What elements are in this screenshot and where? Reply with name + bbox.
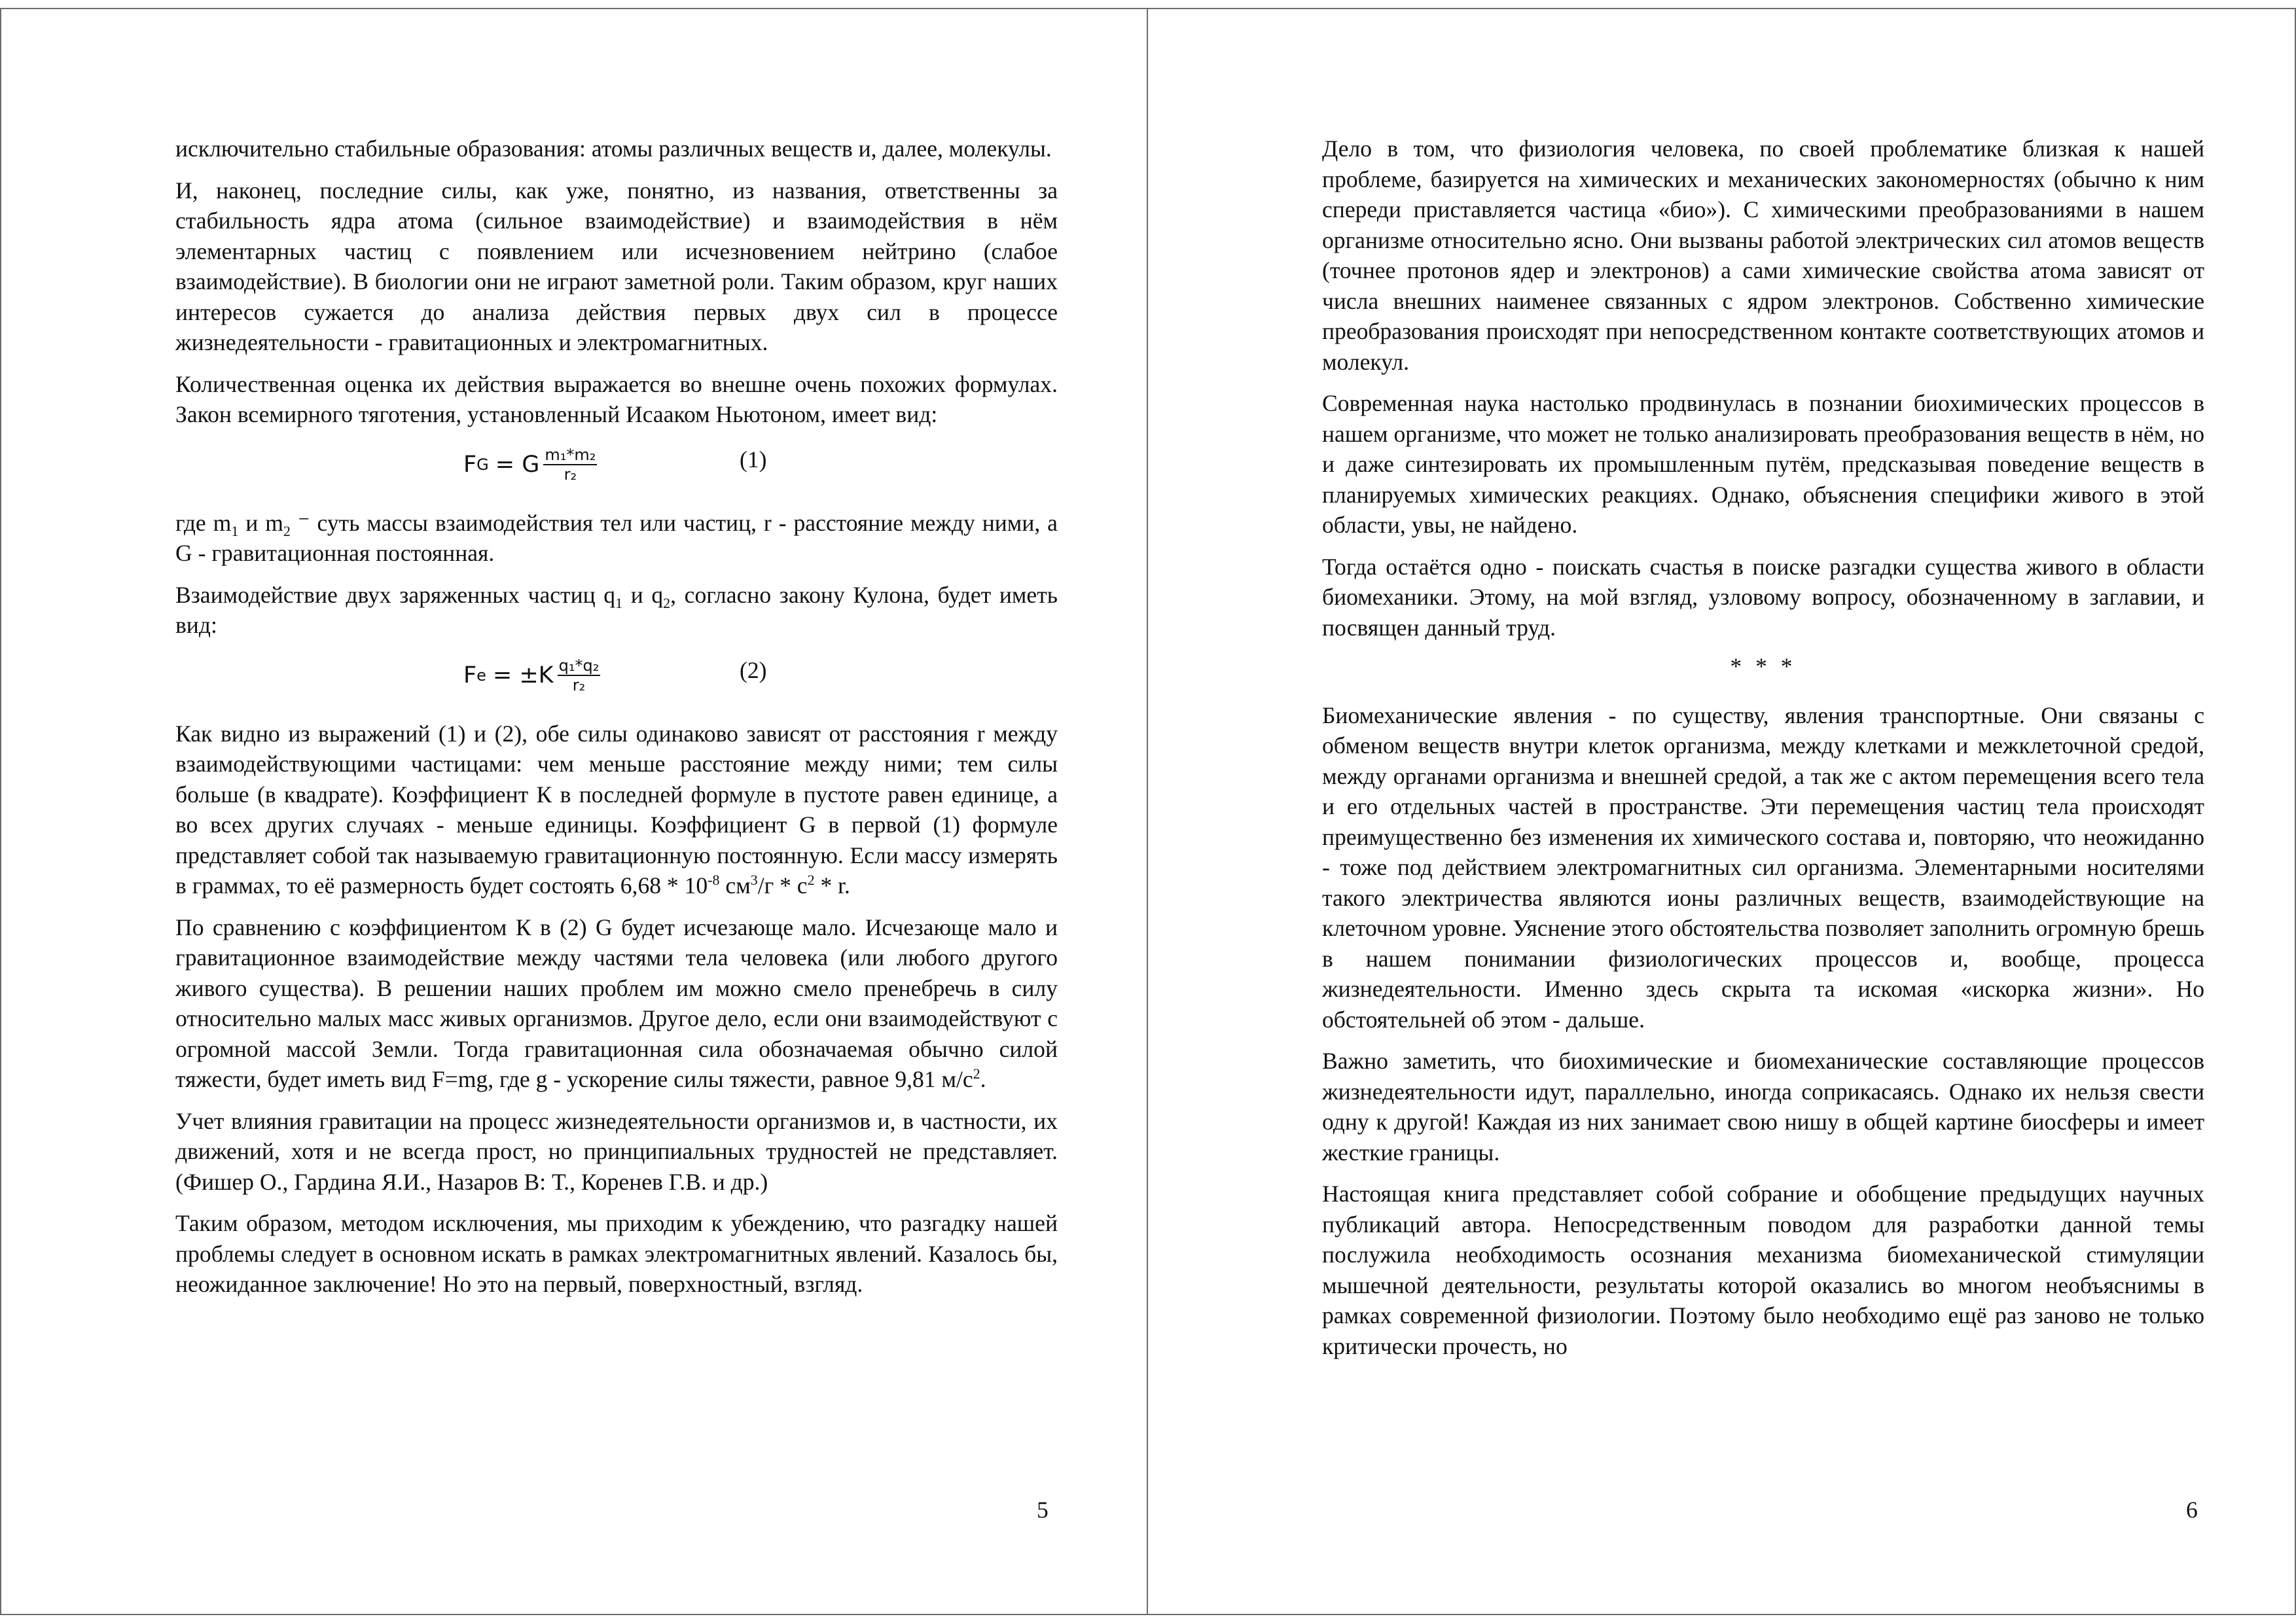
superscript: 3 xyxy=(750,872,758,889)
formula-coulomb xyxy=(175,652,1058,712)
subscript: 2 xyxy=(283,522,291,539)
page-number: 6 xyxy=(2186,1497,2198,1523)
section-separator: * * * xyxy=(1730,653,1797,679)
paragraph: Дело в том, что физиология человека, по своей проблематике близкая к нашей проблеме, базируется на химических и механических закономерностях (обычно к ним спереди приставляется частица «био»). С химическими преобразованиями в нашем организме относительно ясно. Они вызваны работой электрических сил атомов веществ (точнее протонов ядер и электронов) а сами химические свойства атома зависят от числа внешних наименее связанных с ядром электронов. Собственно химические преобразования происходят при непосредственном контакте соответствующих атомов и молекул. xyxy=(1322,135,2204,375)
paragraph xyxy=(175,719,1058,901)
paragraph: Биомеханические явления - по существу, явления транспортные. Они связаны с обменом веществ внутри клеток организма, между клетками и межклеточной средой, между органами организма и внешней средой, а так же с актом перемещения всего тела и его отдельных частей в пространстве. Эти перемещения частиц тела происходят преимущественно без изменения их химического состава и, повторяю, что неожиданно - тоже под действием электромагнитных сил организма. Элементарными носителями такого электричества являются ионы различных веществ, взаимодействующие на клеточном уровне. Уяснение этого обстоятельства позволяет заполнить огромную брешь в нашем понимании физиологических процессов и, вообще, процесса жизнедеятельности. Именно здесь скрыта та искомая «искорка жизни». Но обстоятельней об этом - дальше. xyxy=(1322,702,2204,1033)
paragraph: Таким образом, методом исключения, мы приходим к убеждению, что разгадку нашей проблемы следует в основном искать в рамках электромагнитных явлений. Казалось бы, неожиданное заключение! Но это на первый, поверхностный, взгляд. xyxy=(175,1210,1058,1297)
formula-numerator: q₁*q₂ xyxy=(558,656,600,675)
text-run: и q xyxy=(622,581,664,608)
formula-fraction xyxy=(543,446,597,483)
paragraph: Важно заметить, что биохимические и биомеханические составляющие процессов жизнедеятельности идут, параллельно, иногда соприкасаясь. Однако их нельзя свести одну к другой! Каждая из них занимает свою нишу в общей картине биосферы и имеет жесткие границы. xyxy=(1322,1048,2204,1166)
text-run: По сравнению с коэффициентом К в (2) G будет исчезающе мало. Исчезающе мало и гравитационное взаимодействие между частями тела человека (или любого другого живого существа). В решении наших проблем им можно смело пренебречь в силу относительно малых масс живых организмов. Другое дело, если они взаимодействуют с огромной массой Земли. Тогда гравитационная сила обозначаемая обычно силой тяжести, будет иметь вид F=mg, где g - ускорение силы тяжести, равное 9,81 м/с xyxy=(175,914,1058,1092)
paragraph: Количественная оценка их действия выражается во внешне очень похожих формулах. Закон всемирного тяготения, установленный Исааком Ньютоном, имеет вид: xyxy=(175,370,1058,427)
formula-lhs: F xyxy=(463,662,477,688)
paragraph: Настоящая книга представляет собой собрание и обобщение предыдущих научных публикаций автора. Непосредственным поводом для разработки данной темы послужила необходимость осознания механизма биомеханической стимуляции мышечной деятельности, результаты которой оказались во многом необъяснимы в рамках современной физиологии. Поэтому было необходимо ещё раз заново не только критически прочесть, но xyxy=(1322,1181,2204,1359)
paragraph: исключительно стабильные образования: атомы различных веществ и, далее, молекулы. xyxy=(175,135,1052,162)
formula-operator: = ±K xyxy=(492,662,554,688)
paragraph: Учет влияния гравитации на процесс жизнедеятельности организмов и, в частности, их движений, хотя и не всегда прост, но принципиальных трудностей не представляет. (Фишер О., Гардина Я.И., Назаров В: Т., Коренев Г.В. и др.) xyxy=(175,1107,1058,1195)
subscript: 1 xyxy=(615,594,623,611)
subscript: 1 xyxy=(231,522,239,539)
text-run: /г * с xyxy=(757,872,808,899)
page-number: 5 xyxy=(1037,1497,1049,1523)
text-run: Как видно из выражений (1) и (2), обе силы одинаково зависят от расстояния r между взаимодействующими частицами: чем меньше расстояние между ними; тем силы больше (в квадрате). Коэффициент К в последней формуле в пустоте равен единице, а во всех других случаях - меньше единицы. Коэффициент G в первой (1) формуле представляет собой так называемую гравитационную постоянную. Если массу измерять в граммах, то её размерность будет состоять 6,68 * 10 xyxy=(175,720,1058,899)
page-right xyxy=(1147,8,2296,1615)
formula-denominator: r₂ xyxy=(572,675,586,694)
page-left xyxy=(0,8,1149,1615)
superscript: 2 xyxy=(807,872,815,889)
text-run: и m xyxy=(238,509,283,536)
page-left-content xyxy=(175,134,1058,1311)
text-run: Взаимодействие двух заряженных частиц q xyxy=(175,581,616,608)
formula-number: (1) xyxy=(740,446,767,473)
formula-number: (2) xyxy=(740,656,767,683)
text-run: , согласно закону Кулона, будет иметь вид: xyxy=(175,581,1058,638)
paragraph: Современная наука настолько продвинулась в познании биохимических процессов в нашем организме, что может не только анализировать преобразования веществ в нём, но и даже синтезировать их промышленным путём, предсказывая поведение веществ в планируемых химических реакциях. Однако, объяснения специфики живого в этой области, увы, не найдено. xyxy=(1322,390,2204,538)
text-run: где m xyxy=(175,509,232,536)
text-run: . xyxy=(980,1066,986,1092)
formula-numerator: m₁*m₂ xyxy=(545,445,596,464)
paragraph: И, наконец, последние силы, как уже, понятно, из названия, ответственны за стабильность ядра атома (сильное взаимодействие) и взаимодействия в нём элементарных частиц с появлением или исчезновением нейтрино (слабое взаимодействие). В биологии они не играют заметной роли. Таким образом, круг наших интересов сужается до анализа действия первых двух сил в процессе жизнедеятельности - гравитационных и электромагнитных. xyxy=(175,177,1058,355)
subscript: 2 xyxy=(663,594,671,611)
paragraph: Тогда остаётся одно - поискать счастья в поиске разгадки существа живого в области биомеханики. Этому, на мой взгляд, узловому вопросу, обозначенному в заглавии, и посвящен данный труд. xyxy=(1322,553,2204,641)
text-run: * r. xyxy=(814,872,850,899)
formula-expression: F G = G $\frac{\text{m₁*m₂}}{\text{r₂}}$ xyxy=(463,445,596,484)
page-right-content xyxy=(1322,134,2204,1372)
superscript: -8 xyxy=(708,872,720,889)
paragraph xyxy=(175,912,1058,1095)
formula-expression: F e = ±K $\frac{\text{q₁*q₂}}{\text{r₂}}$ xyxy=(463,656,600,694)
text-run: ⁻ суть массы взаимодействия тел или частиц, r - расстояние между ними, а G - гравитационная постоянная. xyxy=(175,509,1058,566)
text-run: см xyxy=(719,872,751,899)
formula-lhs: F xyxy=(463,451,477,478)
formula-gravity xyxy=(175,441,1058,501)
paragraph xyxy=(175,508,1058,569)
formula-fraction xyxy=(558,657,601,694)
formula-operator: = G xyxy=(495,451,540,478)
formula-denominator: r₂ xyxy=(564,465,577,484)
superscript: 2 xyxy=(973,1065,980,1082)
paragraph xyxy=(175,580,1058,641)
